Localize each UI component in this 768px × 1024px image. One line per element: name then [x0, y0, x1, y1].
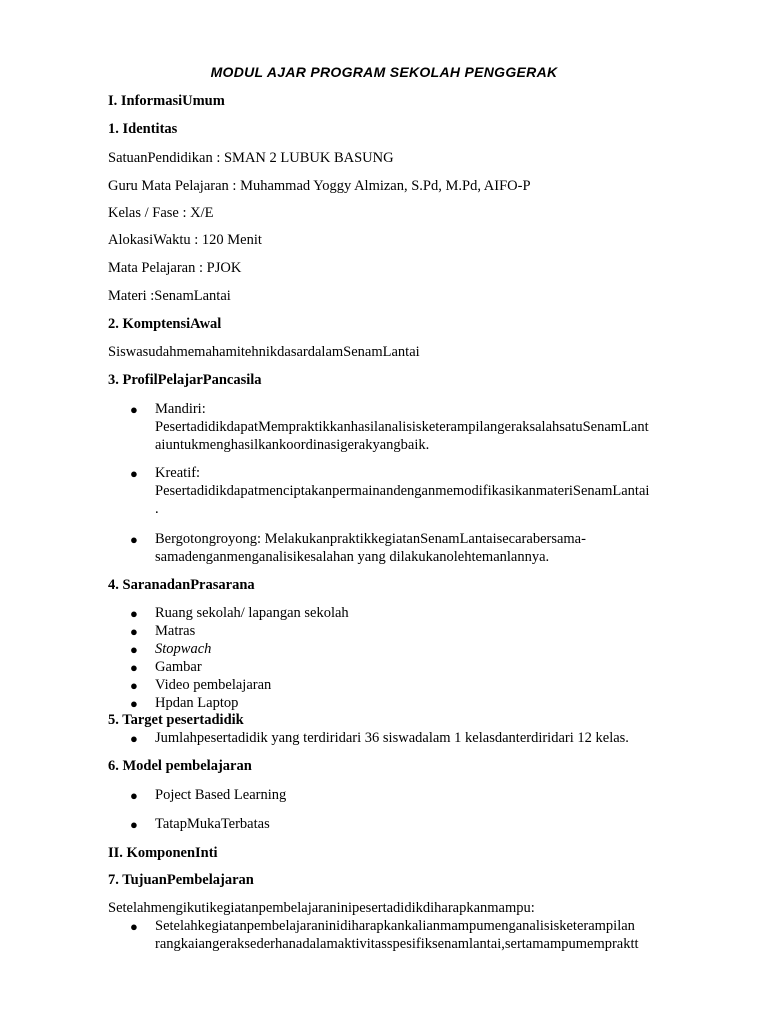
heading-model: 6. Model pembelajaran [108, 758, 252, 774]
profil-kreatif-line1: PesertadidikdapatmenciptakanpermainandenganmemodifikasikanmateriSenamLantai [155, 483, 650, 499]
sarana-item: Gambar [155, 659, 202, 675]
heading-tujuan: 7. TujuanPembelajaran [108, 872, 254, 888]
sarana-item: Stopwach [155, 641, 212, 657]
heading-profil-pelajar: 3. ProfilPelajarPancasila [108, 372, 262, 388]
profil-mandiri-label: Mandiri: [155, 401, 206, 417]
identitas-materi: Materi :SenamLantai [108, 288, 231, 304]
heading-target: 5. Target pesertadidik [108, 712, 244, 728]
bullet-icon: ● [130, 696, 138, 711]
bullet-icon: ● [130, 466, 138, 481]
sarana-item: Matras [155, 623, 196, 639]
tujuan-item-line1: Setelahkegiatanpembelajaraninidiharapkankalianmampumenganalisisketerampilan [155, 918, 635, 934]
sarana-item: Ruang sekolah/ lapangan sekolah [155, 605, 349, 621]
bullet-icon: ● [130, 624, 138, 639]
tujuan-intro: Setelahmengikutikegiatanpembelajaraninipesertadidikdiharapkanmampu: [108, 900, 535, 916]
document-title: MODUL AJAR PROGRAM SEKOLAH PENGGERAK [210, 64, 558, 80]
bullet-icon: ● [130, 817, 138, 832]
bullet-icon: ● [130, 606, 138, 621]
identitas-guru: Guru Mata Pelajaran : Muhammad Yoggy Almizan, S.Pd, M.Pd, AIFO-P [108, 178, 531, 194]
sarana-item: Hpdan Laptop [155, 695, 239, 711]
identitas-mapel: Mata Pelajaran : PJOK [108, 260, 242, 276]
identitas-kelas: Kelas / Fase : X/E [108, 205, 214, 221]
bullet-icon: ● [130, 731, 138, 746]
target-item: Jumlahpesertadidik yang terdiridari 36 siswadalam 1 kelasdanterdiridari 12 kelas. [155, 730, 629, 746]
model-item: Poject Based Learning [155, 787, 287, 803]
bullet-icon: ● [130, 788, 138, 803]
tujuan-item-line2: rangkaiangeraksederhanadalamaktivitasspesifiksenamlantai,sertamampumempraktt [155, 936, 639, 952]
profil-mandiri-line1: PesertadidikdapatMempraktikkanhasilanalisisketerampilangeraksalahsatuSenamLant [155, 419, 649, 435]
bullet-icon: ● [130, 532, 138, 547]
profil-gotong-line2: samadenganmenganalisikesalahan yang dilakukanolehtemanlannya. [155, 549, 550, 565]
heading-kompetensi-awal: 2. KomptensiAwal [108, 316, 222, 332]
section-komponen-inti: II. KomponenInti [108, 845, 218, 861]
model-item: TatapMukaTerbatas [155, 816, 270, 832]
identitas-alokasi: AlokasiWaktu : 120 Menit [108, 232, 262, 248]
bullet-icon: ● [130, 919, 138, 934]
bullet-icon: ● [130, 660, 138, 675]
profil-mandiri-line2: aiuntukmenghasilkankoordinasigerakyangbaik. [155, 437, 430, 453]
section-informasi-umum: I. InformasiUmum [108, 93, 225, 109]
bullet-icon: ● [130, 642, 138, 657]
sarana-item: Video pembelajaran [155, 677, 272, 693]
profil-kreatif-line2: . [155, 501, 159, 517]
heading-identitas: 1. Identitas [108, 121, 178, 137]
identitas-satuan: SatuanPendidikan : SMAN 2 LUBUK BASUNG [108, 150, 394, 166]
heading-sarana: 4. SaranadanPrasarana [108, 577, 255, 593]
profil-kreatif-label: Kreatif: [155, 465, 201, 481]
profil-gotong-line1: Bergotongroyong: MelakukanpraktikkegiatanSenamLantaisecarabersama- [155, 531, 586, 547]
kompetensi-text: Siswasudahmemahamitehnikdasardalam​SenamLantai [108, 344, 420, 360]
bullet-icon: ● [130, 402, 138, 417]
bullet-icon: ● [130, 678, 138, 693]
